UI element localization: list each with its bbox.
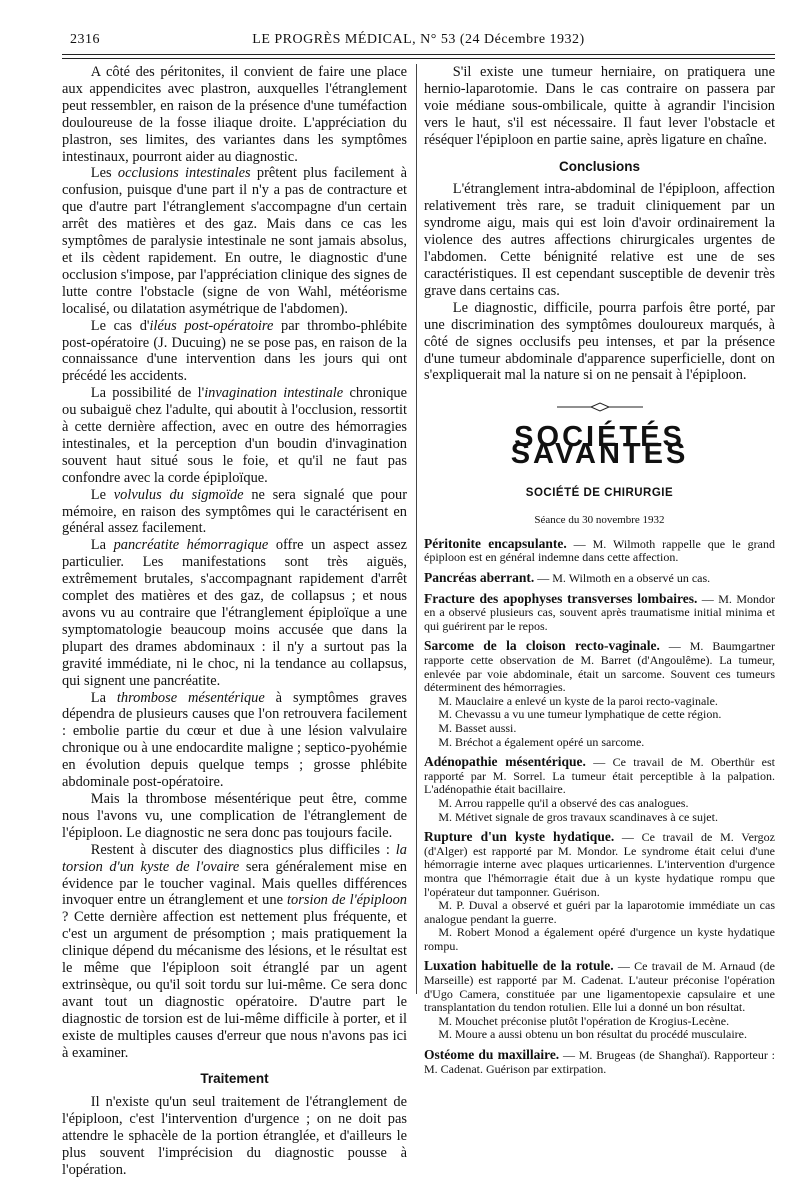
session-date: Séance du 30 novembre 1932: [534, 513, 665, 526]
paragraph: L'étranglement intra-abdominal de l'épiploon, affection relativement très rare, se traduit cliniquement par un syndrome aigu, mais qui est loin d'avoir ordinairement la violence des autres affections chirurgicales urgentes de l'abdomen. Cette bénignité relative est une de ses caractéristiques. Il est cependant susceptible de devenir très grave dans certains cas.: [424, 181, 775, 299]
report-entry: Péritonite encapsulante. — M. Wilmoth rappelle que le grand épiploon est en général indemne dans cette affection.: [424, 535, 776, 565]
section-heading: Traitement: [200, 1071, 269, 1087]
report-entry: Sarcome de la cloison recto-vaginale. — M. Baumgartner rapporte cette observation de M. Barret (d'Angoulême). La tumeur, enlevée par voie abdominale, était un sarcome. Souvent ces tumeurs déterminent des hémorragies. M. Mauclaire a enlevé un kyste de la paroi recto-vaginale. M. Chevassu a vu une tumeur lymphatique de cette région. M. Basset aussi. M. Bréchot a également opéré un sarcome.: [424, 638, 775, 749]
section-heading: Conclusions: [558, 158, 640, 174]
paragraph: Il n'existe qu'un seul traitement de l'étranglement de l'épiploon, c'est l'intervention d'urgence ; on ne doit pas attendre le sphacèle de la portion étranglée, et d'ailleurs le plus souvent l'imprécision du diagnostic pousse à l'opération.: [62, 1094, 407, 1178]
paragraph: La thrombose mésentérique à symptômes graves dépendra de plusieurs causes que l'on retrouvera facilement : embolie partie du cœur et due à une lésion valvulaire chronique ou à une endocardite maligne ; septico-pyohémie en évolution depuis quelque temps ; grosse phlébite abdominale post-opératoire.: [62, 689, 407, 791]
society-name: SOCIÉTÉ DE CHIRURGIE: [525, 487, 674, 500]
report-entry: Rupture d'un kyste hydatique. — Ce travail de M. Vergoz (d'Alger) est rapporté par M. Mondor. Le syndrome était celui d'une hémorragie interne avec plaques urticariennes. L'intervention d'urgence montra que l'hémorragie était due à un kyste hydatique rompu que l'opérateur dut tamponner. Guérison. M. P. Duval a observé et guéri par la laparotomie immédiate un cas analogue pendant la guerre. M. Robert Monod a également opéré d'urgence un kyste hydatique rompu.: [424, 829, 776, 953]
paragraph: Mais la thrombose mésentérique peut être, comme nous l'avons vu, une complication de l'étranglement de l'épiploon. Le diagnostic ne sera donc pas toujours facile.: [62, 790, 407, 841]
paragraph: Restent à discuter des diagnostics plus difficiles : la torsion d'un kyste de l'ovaire sera généralement mise en évidence par le toucher vaginal. Mais quelles différences invoquer entre un étranglement et une torsion de l'épiploon ? Cette dernière affection est nettement plus fréquente, et c'est un argument de présomption ; mais pratiquement la clinique dépend du mécanisme des lésions, et le résultat est le même que l'épiploon soit étranglé par un agent extrinsèque, ou qu'il soit tordu sur lui-même. Ce sera donc avant tout un diagnostic opératoire. D'autre part le diagnostic de torsion est de lui-même difficile à porter, et il existe de multiples causes d'erreur que nous n'avons pas ici à examiner.: [62, 841, 408, 1061]
right-column: [424, 64, 775, 1082]
report-entry: Adénopathie mésentérique. — Ce travail de M. Oberthür est rapporté par M. Sorrel. La tumeur était perceptible à la palpation. L'adénopathie était bacillaire. M. Arrou rappelle qu'il a observé des cas analogues. M. Métivet signale de gros travaux scandinaves à ce sujet.: [424, 754, 775, 824]
journal-title: LE PROGRÈS MÉDICAL, N° 53 (24 Décembre 1932): [252, 32, 585, 47]
report-entry: Fracture des apophyses transverses lombaires. — M. Mondor en a observé plusieurs cas, souvent après traumatisme initial minima et qui guérirent par le repos.: [424, 590, 776, 633]
paragraph: Le volvulus du sigmoïde ne sera signalé que pour mémoire, en raison des symptômes qui le caractérisent en général assez facilement.: [62, 486, 407, 537]
report-entry: Pancréas aberrant. — M. Wilmoth en a observé un cas.: [424, 570, 711, 586]
paragraph: Les occlusions intestinales prêtent plus facilement à confusion, puisque d'une part il n'y a pas de contracture et que d'autre part l'étranglement s'accompagne d'un certain arrêt des matières et des gaz. Mais dans ce cas les symptômes de paralysie intestinale ne sont jamais absolus, et ils cèdent rapidement. En outre, le diagnostic d'une occlusion s'impose, par l'appréciation clinique des signes de lutte contre l'obstacle (signe de von Wahl, météorisme localisé, ou dilatation asymétrique de l'abdomen).: [62, 165, 407, 317]
paragraph: Le diagnostic, difficile, pourra parfois être porté, par une discrimination des symptômes douloureux marqués, à côté de signes occlusifs peu intenses, et par la présence d'une tumeur abdominale d'apparence superficielle, dont on s'expliquerait mal la nature si on ne pensait à l'épiploon.: [424, 299, 775, 384]
paragraph: S'il existe une tumeur herniaire, on pratiquera une hernio-laparotomie. Dans le cas contraire on passera par voie médiane sous-ombilicale, quitte à agrandir l'incision vers le haut, s'il est nécessaire. Il faut lever l'obstacle et réséquer l'épiploon en partie saine, après ligature en chaîne.: [424, 64, 775, 148]
report-entry: Luxation habituelle de la rotule. — Ce travail de M. Arnaud (de Marseille) est rapporté par M. Cadenat. L'auteur préconise l'opération d'Ugo Camera, constituée par une ligamentopexie capsulaire et une transplantation du tendon rotulien. Elle lui a donné un bon résultat. M. Mouchet préconise plutôt l'opération de Krogius-Lecène. M. Moure a aussi obtenu un bon résultat du procédé musculaire.: [424, 958, 775, 1042]
ornament-divider: [424, 400, 775, 417]
header-rule-double: [62, 58, 775, 59]
page-header: [62, 32, 775, 54]
paragraph: La possibilité de l'invagination intestinale chronique ou subaiguë chez l'adulte, qui aboutit à l'occlusion, ressortit à cette dernière affection, avec en outre des hémorragies intestinales, et la perception d'un boudin d'invagination souvent haut situé sous le foie, et qu'il ne faut pas confondre avec la corde épiploïque.: [62, 385, 408, 486]
page-number: 2316: [70, 32, 100, 47]
section-title: SOCIÉTÉS SAVANTES: [510, 421, 689, 471]
left-column: [62, 64, 407, 1179]
column-divider: [416, 64, 417, 994]
paragraph: La pancréatite hémorragique offre un aspect assez particulier. Les manifestations sont très aiguës, extrêmement brutales, s'accompagnant rapidement d'arrêt complet des matières et des gaz, de collapsus ; et nous avons vu au contraire que l'étranglement épiploïque a une symptomatologie beaucoup moins accusée que dans la plupart des drames abdominaux : il n'y a surtout pas la gravité immédiate, ni le choc, ni la tendance au collapsus, qui signent une pancréatite.: [62, 537, 407, 689]
report-entry: Ostéome du maxillaire. — M. Brugeas (de Shanghaï). Rapporteur : M. Cadenat. Guérison par extirpation.: [424, 1047, 775, 1076]
paragraph: Le cas d'iléus post-opératoire par thrombo-phlébite post-opératoire (J. Ducuing) ne se pose pas, en raison de la connaissance d'une intervention dans les jours qui ont précédé les accidents.: [62, 317, 407, 385]
header-rule: [62, 54, 775, 55]
paragraph: A côté des péritonites, il convient de faire une place aux appendicites avec plastron, auxquelles l'étranglement peut ressembler, en raison de la présence d'une tuméfaction douloureuse de la fosse iliaque droite. L'appréciation du plastron, ses limites, des variantes dans les symptômes intestinaux, pourront aider au diagnostic.: [62, 64, 407, 165]
